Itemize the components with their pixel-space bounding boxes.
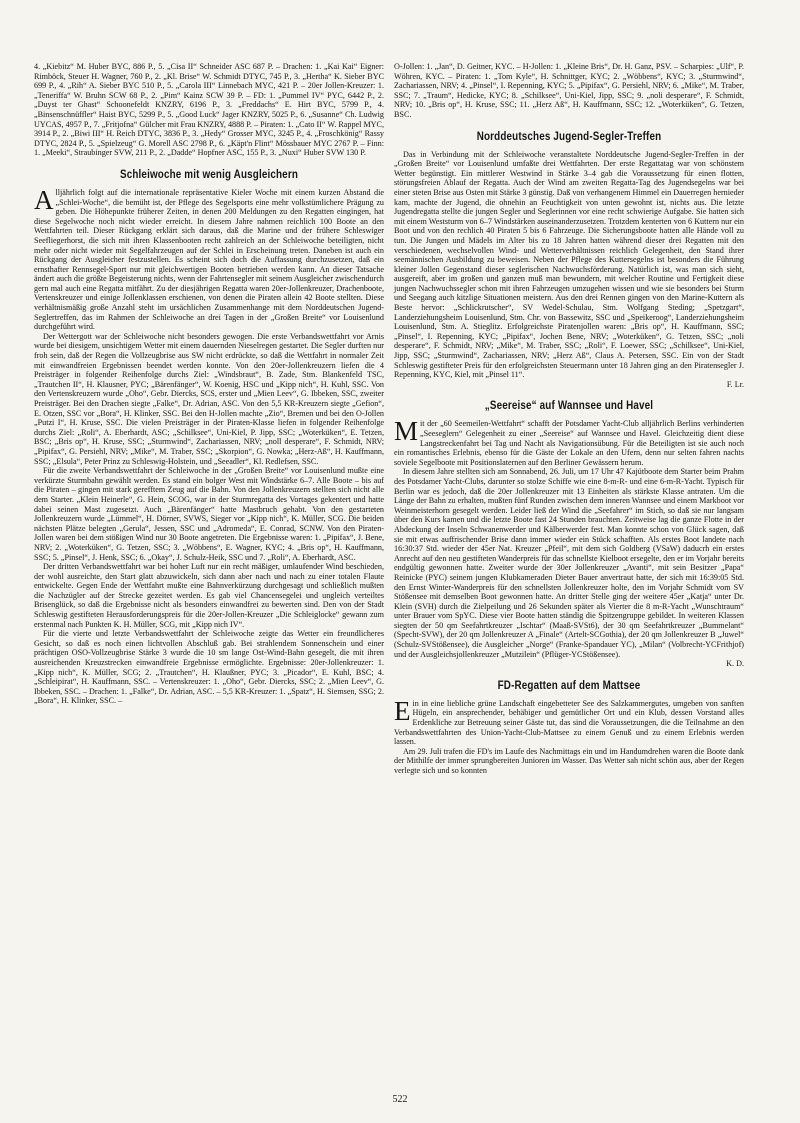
results-continuation: O-Jollen: 1. „Jan“, D. Geitner, KYC. – H-Jollen: 1. „Kleine Bris“, Dr. H. Ganz, PSV. – Scharpies: „Ulf“, P. Wöhren, KYC. – Piraten: 1. „Tom Kyle“, H. Schnittger, KYC; 2. „Wöbbens“, KYC; 3. „Sturmwind“, Zachariassen, NRV; 4. „Pinsel“, I. Repenning, KYC; 5. „Pipifax“, G. Persiehl, NRV; 6. „Mike“, M. Traber, SSC; 7. „Traum“, Hedicke, KYC; 8. „Schilksee“, Uni-Kiel, Jipp, SSC; 9. „noli desperare“, F. Schmidt, NRV; 10. „Bris op“, H. Kruse, SSC; 11. „Herz Aß“, H. Kauffmann, SSC; 12. „Woterküken“, G. Tetzen, BSC. [394, 62, 744, 119]
article-heading-schleiwoche: Schleiwoche mit wenig Ausgleichern [119, 166, 298, 181]
article-heading-fd-regatten: FD-Regatten auf dem Mattsee [497, 677, 641, 692]
article-paragraph: Der dritten Verbandswettfahrt war bei hoher Luft nur ein recht mäßiger, umlaufender Wind beschieden, der wohl ausreichte, den Start glatt abzuwickeln, sich dann aber nach und nach zu einer totalen Flaute entwickelte. Gegen Ende der Wettfahrt mußte eine Bahnverkürzung durchgesagt und schließlich mußten die Nachzügler auf der Strecke gezeitet werden. Es gab viel Chancensegelei und ungleich verteiltes Brisenglück, so daß die Ergebnisse nicht als besonders einwandfrei zu bewerten sind. Den von der Stadt Schleswig gestifteten Herausforderungspreis für die 20er-Jollen-Kreuzer „Die Schleiglocke“ gewann zum erstenmal nach Punkten K. H. Müller, SCG, mit „Kipp nich IV“. [34, 562, 384, 629]
article-paragraph: Ein in eine liebliche grüne Landschaft eingebetteter See des Salzkammergutes, umgeben von sanften Hügeln, ein ansprechender, behäbiger und gemütlicher Ort und ein Klub, dessen Vorstand alles Erdenkliche zur Betreuung seiner Gäste tut, das sind die Voraussetzungen, die die Teilnahme an den Verbandswettfahrten des Union-Yacht-Club-Mattsee zu einem Genuß und zu einem Erlebnis werden lassen. [394, 695, 744, 747]
results-continuation: 4. „Kiebitz“ M. Huber BYC, 886 P., 5. „Cisa II“ Schneider ASC 687 P. – Drachen: 1. „Kai Kai“ Eigner: Rimböck, Steuer H. Wagner, 760 P., 2. „Kl. Brise“ W. Schmidt DTYC, 745 P., 3. „Hertha“ K. Sieber BYC 699 P., 4. „Rih“ A. Sieber BYC 510 P., 5. „Carola III“ Linnebach MYC, 421 P. – 20er Jollen-Kreuzer: 1. „Teneriffa“ W. Bruhn SCW 68 P., 2. „Pim“ Kainz SCW 39 P. – FD: 1. „Pummel IV“ PYC, 6442 P., 2. „Duyst ter Ghast“ Schoonefeldt KNZRY, 6196 P., 3. „Freddachs“ E. Hirt BYC, 5799 P., 4. „Binsenschnüffler“ Haist BYC, 5299 P., 5. „Good Luck“ Jager KNZRY, 5025 P., 6. „Susanne“ Ch. Ludwig UYCAS, 4957 P., 7. „Fritjofna“ Gülcher mit Frau KNZRY, 4888 P. – Piraten: 1. „Cato II“ W. Rappel MYC, 3914 P., 2. „Biwi III“ H. Reich DTYC, 3836 P., 3. „Hedy“ Grosser MYC, 3245 P., 4. „Froschkönig“ Rassy DTYC, 2824 P., 5. „Spielzeug“ G. Morell ASC 2798 P., 6. „Käpt'n Flint“ Mössbauer MYC 2767 P. – Finn: 1. „Meeki“, Straubinger SVW, 211 P., 2. „Dadde“ Hopfner ASC, 155 P., 3. „Nuxi“ Huber SVW 130 P. [34, 62, 384, 158]
author-signature: K. D. [726, 659, 744, 669]
article-paragraph: In diesem Jahre stellten sich am Sonnabend, 26. Juli, um 17 Uhr 47 Kajütboote dem Starter beim Prahm des Potsdamer Yacht-Clubs, darunter so stolze Schiffe wie eine 8-m-R- und eine 6-m-R-Yacht. Typisch für Berlin war es jedoch, daß die 20er Jollenkreuzer mit 13 Einheiten als stärkste Klasse antraten. Um die Länge der Bahn zu erhalten, mußten fünf Runden zwischen dem inneren Wannsee und einem Markboot vor Weinmeisterhorn gesegelt werden. Leider ließ der Wind die „Seefahrer“ im Stich, so daß sie nur langsam über den Kurs kamen und die letzte Boote fast 24 Stunden brauchten. Zeitweise lag die ganze Flotte in der Abdeckung der Inseln Schwanenwerder und Kälberwerder fest. Man konnte schon von Glück sagen, daß sie mit etwas auffrischender Brise dann immer wieder ein Stück schafften. Als erstes Boot landete nach 16:30:37 Std. wieder der 45er Nat. Kreuzer „Pfeil“, mit dem sich Goldberg (VSaW) daducrh ein erstes Anrecht auf den neu gestifteten Wanderpreis für das schnellste Kielboot ersegelte, den er im Vorjahr bereits endgültig gewonnen hatte. Zweiter wurde der 30er Jollenkreuzer „Avanti“, mit sein Besitzer „Papa“ Reinicke (PYC) seinem jungen Klubkameraden Dieter Bauer anvertraut hatte, der sich mit 16:39:05 Std. den Ernst Winter-Wanderpreis für den schnellsten Jollenkreuzer holte, den im Vorjahr Schmidt vom SV Stößensee mit demselben Boot gewonnen hatte. An dritter Stelle ging der weitere 45er „Katja“ unter Dr. Klein (SVH) durch die Zielpeilung und 26 Sekunden später als Vierter die 8 m-R-Yacht „Wunschtraum“ unter Brauer vom SpYC. Diese vier Boote hatten ständig die Spitzengruppe gebildet. In weiteren Klassen siegten der 50 qm Seefahrtkreuzer „Ischtar“ (Maaß-SVSt6), der 30 qm Seefahrtkreuzer „Bummelant“ (Specht-SVW), der 20 qm Jollenkreuzer A „Finale“ (Artelt-SCGothia), der 20 qm Jollenkreuzer B „Juwel“ (Schulz-SVStößensee), die Ausgleicher „Norge“ (Franke-Spandauer YC), „Milan“ (Volbrecht-YCFrithjof) und der Ausgleichsjollenkreuzer „Mutzilein“ (Pflüger-YCStößensee). [394, 467, 744, 659]
author-signature: F. Lr. [726, 379, 744, 389]
article-paragraph: Am 29. Juli trafen die FD's im Laufe des Nachmittags ein und im Handumdrehen waren die Boote dank der Mithilfe der immer sprungbereiten Junioren im Wasser. Das Wetter sah nicht schön aus, aber der Regen verlegte sich und so konnten [394, 746, 744, 775]
drop-cap: A [34, 184, 54, 215]
drop-cap: M [394, 416, 419, 447]
right-column [394, 62, 744, 776]
article-heading-jugend-segler-treffen: Norddeutsches Jugend-Segler-Treffen [476, 128, 662, 143]
article-paragraph: Für die zweite Verbandswettfahrt der Schleiwoche in der „Großen Breite“ vor Louisenlund mußte eine verkürzte Sturmbahn gewählt werden. Es stand ein bolger West mit Windstärke 6–7. Alle Boote – bis auf die Piraten – gingen mit stark gerefftem Zeug auf die Bahn. Von den Jollenkreuzern stellten sich nicht alle dem Starter. „Klein Heinerle“, G. Hein, SCOG, war in der Sturmregatta des Vortages gekentert und hatte dabei seinen Mast zugesetzt. Auch „Bärenfänger“ hatte Mastbruch gehabt. Von den gestarteten Jollenkreuzern wurde „Lümmel“, H. Dörner, SVWS, Sieger vor „Kipp nich“, K. Müller, SCG. Die beiden nächsten Plätze belegten „Gerula“, Jessen, SSC und „Adromeda“, E. Conrad, SCNW. Von den Piraten-Jollen waren bei dem stößigen Wind nur 30 Boote angetreten. Die Ergebnisse waren: 1. „Pipifax“, J. Bene, NRV; 2. „Woterküken“, G. Tetzen, SSC; 3. „Wöbbens“, E. Wagner, KYC; 4. „Bris op“, H. Kauffmann, SSC; 5. „Pinsel“, J. Henk, SSC; 6. „Okay“, J. Schulz-Heik, SSC und 7. „Roli“, A. Eberhardt, ASC. [34, 466, 384, 562]
drop-cap: E [394, 695, 411, 726]
page-number: 522 [392, 1094, 408, 1105]
article-paragraph: Der Wettergott war der Schleiwoche nicht besonders gewogen. Die erste Verbandswettfahrt vor Arnis wurde bei diesigem, unsichtigem Wetter mit einem dauernden Nieselregen gestartet. Die Segler durften nur froh sein, daß der Regen die Vollzeugbrise aus SW nicht erdrückte, so daß die Wettfahrt in normaler Zeit mit einwandfreien Ergebnissen beendet werden konnte. Von den 20er-Jollenkreuzern liefen die 4 Preisträger in folgender Reihenfolge durchs Ziel: „Windsbraut“, B. Zade, Stm. Blankenfeld TSC, „Trautchen II“, H. Klausner, PYC; „Bärenfänger“, W. Koenig, HSC und „Kipp nich“, H. Kuhl, SSC. Von den Vertenskreuzern wurde „Oho“, Gebr. Diercks, SCS, erster und „Mien Leev“, G. Ibbeken, SSC, zweiter Preisträger. Bei den Drachen siegte „Falke“, Dr. Adrian, ASC. Von den 5,5 KR-Kreuzern siegte „Gefion“, E. Otzen, SSC vor „Bora“, H. Klinker, SSC. Bei den H-Jollen machte „Zio“, Bremen und bei den O-Jollen „Putzi I“, H. Kruse, SSC. Die vielen Preisträger in der Piraten-Klasse liefen in folgender Reihenfolge durchs Ziel: „Roli“, A. Eberhardt, ASC; „Schilksee“, Uni-Kiel, P. Jipp, SSC; „Woterküken“, E. Tetzen, BSC; „Bris op“, H. Kruse, SSC; „Sturmwind“, Zachariassen, NRV; „noll desperare“, F. Schmidt, NRV; „Pipifax“, G. Persiehl, NRV; „Mike“, M. Traber, SSC; „Skorpion“, G. Nowka; „Herz-Aß“, H. Kauffmann, SSC; „Elsula“, Peter Prinz zu Schleswig-Holstein, und „Seeadler“, Kl. Redlefsen, SSC. [34, 331, 384, 466]
article-paragraph: Alljährlich folgt auf die internationale repräsentative Kieler Woche mit einem kurzen Abstand die „Schlei-Woche“, die bemüht ist, der Pflege des Segelsports eine mehr volkstümlichere Prägung zu geben. Die Höhepunkte früherer Zeiten, in denen 200 Meldungen zu den Regatten eingingen, hat diese Segelwoche noch nicht wieder erreicht. In diesem Jahre nahmen reichlich 100 Boote an den Wettfahrten teil. Dieser Rückgang erklärt sich daraus, daß die Marine und der frühere Schleswiger Seefliegerhorst, die sich mit ihren Klassenbooten recht zahlreich an der Schleiwoche beteiligten, nicht mehr oder nicht wieder mit Segelfahrzeugen auf der Schlei in Erscheinung treten. Daneben ist auch ein Rückgang der Ausgleicher festzustellen. Es scheint sich doch die Auffassung durchzusetzen, daß ein ernsthafter Rennsegel-Sport nur mit gleichwertigen Booten betrieben werden kann. An dieser Tatsache ändert auch die größte Begeisterung nichts, wenn der Fahrtensegler mit seinem Ausgleicher zwischendurch gern mal auch eine Regatta mitfährt. Zu der diesjährigen Regatta waren 20er-Jollenkreuzer, Drachenboote, Vertenskreuzer und einige Jollenklassen erschienen, von denen die Piraten allein 42 Boote stellten. Diese verhältnismäßig große Anzahl steht im ursächlichen Zusammenhange mit dem Norddeutschen Jugend-Seglertreffen, das im Rahmen der Schleiwoche an drei Tagen in der „Großen Breite“ vor Louisenlund durchgeführt wird. [34, 184, 384, 332]
article-paragraph: Das in Verbindung mit der Schleiwoche veranstaltete Norddeutsche Jugend-Segler-Treffen in der „Großen Breite“ vor Louisenlund umfaßte drei Wettfahrten. Der erste Regattatag war von schönstem Wetter begünstigt. Ein mittlerer Westwind in Stärke 3–4 gab die Voraussetzung für einen flotten, störungsfreien Ablauf der Regatta. Auch der Wind am zweiten Regatta-Tag des Jugendsegelns war bei einer steten Brise aus Osten mit Stärke 3 günstig. Daß von verhangenem Himmel ein Dauerregen hernieder kam, machte der Jugend, die ohnehin an Feuchtigkeit von unten gewohnt ist, nichts aus. Die letzte Jugendregatta stellte die jungen Segler und Seglerinnen vor eine recht schwierige Aufgabe. Sie hatten sich mit einem Weststurm von 6–7 Windstärken auseinanderzusetzen. Trotzdem kenterten von 6 Kuttern nur ein Boot und von den rechlich 40 Piraten 5 bis 6 Fahrzeuge. Die Sicherungsboote hatten alle Hände voll zu tun. Die Jungen und Mädels im Alter bis zu 18 Jahren hatten während dieser drei Regatten mit den verschiedenen, wechselvollen Wind- und Wetterverhältnissen reichlich Gelegenheit, den Stand ihrer seemännischen Ausbildung zu beweisen. Neben der Pflege des Kuttersegelns ist besonders die Führung kleiner Jollen Gegenstand dieser seglerischen Nachwuchsförderung. Natürlich ist, was man sich sieht, ausgereift, aber im großen und ganzen muß man bewundern, mit welcher Routine und Fertigkeit diese jungen Nachwuchssegler schon mit ihren Fahrzeugen umzugehen wissen und wie sie besonders bei Sturm und Seegang auch kitzlige Situationen meistern. Aus den drei Rennen gingen von den Marine-Kuttern als Beste hervor: „Schlickrutscher“, SV Wedel-Schulau, Stm. Wolfgang Steding; „Spetzgart“, Landerziehungsheim Louisenlund, Stm. Chr. von Bassewitz, SSC und „Speikeroog“, Landerziehungsheim Louisenlund, Stm. A. Stieglitz. Erfolgreichste Piratenjollen waren: „Bris op“, H. Kauffmann, SSC; „Pinsel“, I. Repenning, KYC; „Pipifax“, Jochen Bene, NRV; „Woterküken“, G. Tetzen, SSC; „noli desperare“, F. Schmidt, NRV; „Mike“, M. Traber, SSC; „Roli“, F. Loewer, SSC; „Schilksee“, Uni-Kiel, Jipp, SSC; „Sturmwind“, Zachariassen, NRV; „Herz Aß“, Claus A. Petersen, SSC. Ein von der Stadt Schleswig gestifteter Preis für den erfolgreichsten Steuermann unter 18 Jahren ging an den Piratensegler J. Repenning, KYC, Kiel, mit „Pinsel 11“. [394, 149, 744, 380]
left-column [34, 62, 384, 706]
article-paragraph: Mit der „60 Seemeilen-Wettfahrt“ schafft der Potsdamer Yacht-Club alljährlich Berlins verhinderten „Seeseglern“ Gelegenheit zu einer „Seereise“ auf Wannsee und Havel. Gleichzeitig dient diese Langstreckenfahrt bei Tag und Nacht als Navigationsübung. Für die Beteiligten ist sie auch noch ein romantisches Erlebnis, ebenso für die Gäste der Lokale an den Ufern, denn nur selten fahren nachts soviele Segelboote mit Positionslaternen auf den Berliner Gewässern herum. [394, 416, 744, 467]
article-heading-seereise: „Seereise“ auf Wannsee und Havel [484, 398, 654, 413]
article-paragraph: Für die vierte und letzte Verbandswettfahrt der Schleiwoche zeigte das Wetter ein freundlicheres Gesicht, so daß es noch einen lichtvollen Abschluß gab. Bei strahlendem Sonnenschein und einer prächtigen OSO-Vollzeugbrise Stärke 3 wurde die 10 sm lange Ost-Wind-Bahn gesegelt, die mit ihren ausreichenden Kreuzstrecken einwandfreie Ergebnisse ermöglichte. Ergebnisse: 20er-Jollenkreuzer: 1. „Kipp nich“, K. Müller, SCG; 2. „Trautchen“, H. Klaußner, PYC; 3. „Picador“, E. Kuhl, BSC; 4. „Schleipirat“, H. Kauffmann, SSC. – Vertenskreuzer: 1. „Oho“, Gebr. Diercks, SSC; 2. „Mien Leev“, G. Ibbeken, SSC. – Drachen: 1. „Falke“, Dr. Adrian, ASC. – 5,5 KR-Kreuzer: 1. „Spatz“, H. Siemsen, SSG; 2. „Bora“, H. Klinker, SSC. – [34, 629, 384, 706]
